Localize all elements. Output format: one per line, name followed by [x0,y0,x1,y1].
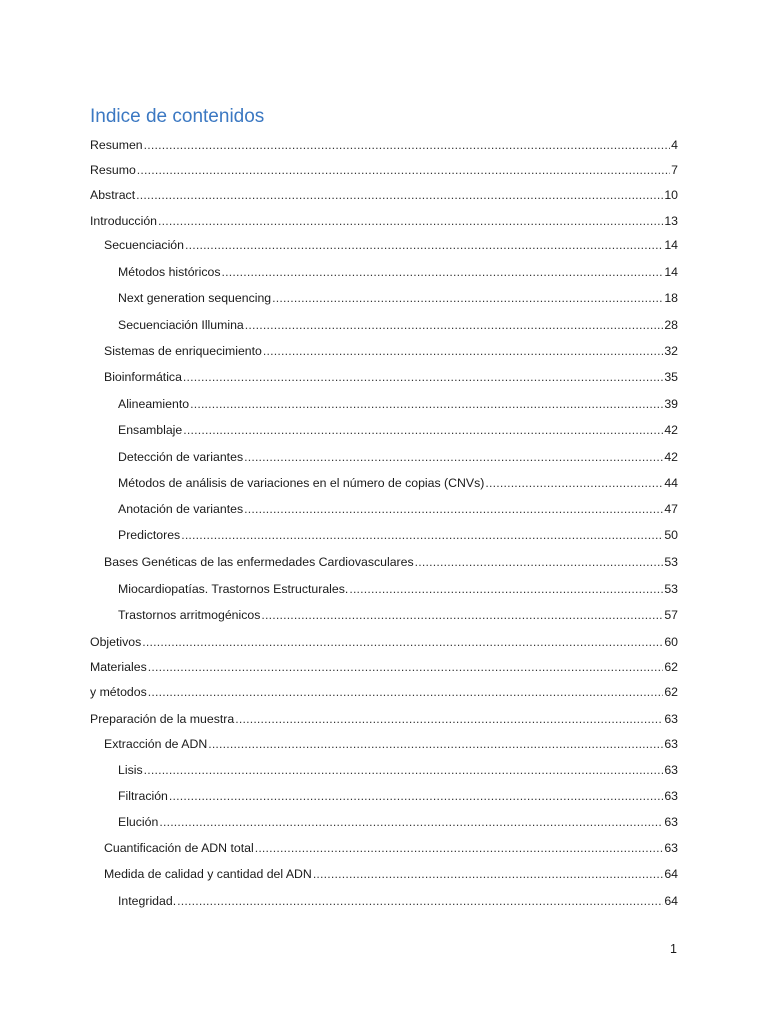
toc-entry-label: Integridad. [118,894,177,908]
toc-entry[interactable] [118,395,678,413]
toc-entry[interactable] [90,683,678,701]
toc-entry-label: Alineamiento [118,397,190,411]
toc-entry[interactable] [118,526,678,544]
toc-dot-leader [148,658,664,676]
toc-entry-page-number: 60 [664,635,678,649]
toc-entry-page-number: 4 [671,138,678,152]
toc-dot-leader [169,787,663,805]
toc-entry-label: y métodos [90,685,147,699]
toc-entry[interactable] [118,474,678,492]
toc-entry[interactable] [118,421,678,439]
toc-entry-label: Objetivos [90,635,142,649]
toc-entry-page-number: 62 [664,660,678,674]
toc-entry-page-number: 14 [664,265,678,279]
toc-entry-label: Introducción [90,214,157,228]
toc-dot-leader [349,580,663,598]
toc-entry-label: Preparación de la muestra [90,712,235,726]
toc-entry-page-number: 32 [664,344,678,358]
toc-entry-page-number: 63 [664,789,678,803]
toc-entry-label: Secuenciación Illumina [118,318,244,332]
toc-entry[interactable] [104,368,678,386]
toc-entry[interactable] [90,658,678,676]
toc-entry-page-number: 42 [664,423,678,437]
toc-entry-label: Materiales [90,660,147,674]
toc-dot-leader [245,316,664,334]
toc-entry[interactable] [90,136,678,154]
toc-dot-leader [272,289,663,307]
toc-dot-leader [255,839,664,857]
toc-entry-page-number: 63 [664,712,678,726]
toc-entry[interactable] [104,553,678,571]
toc-entry-label: Cuantificación de ADN total [104,841,254,855]
toc-dot-leader [485,474,663,492]
toc-entry[interactable] [118,580,678,598]
toc-dot-leader [159,813,663,831]
toc-dot-leader [181,526,663,544]
toc-entry-label: Sistemas de enriquecimiento [104,344,262,358]
toc-entry-page-number: 50 [664,528,678,542]
toc-entry[interactable] [104,839,678,857]
toc-dot-leader [144,136,671,154]
toc-entry-page-number: 57 [664,608,678,622]
toc-entry-label: Medida de calidad y cantidad del ADN [104,867,312,881]
toc-dot-leader [208,735,663,753]
toc-entry-page-number: 53 [664,582,678,596]
toc-entry-page-number: 10 [664,188,678,202]
toc-entry-label: Trastornos arritmogénicos [118,608,261,622]
page-title: Indice de contenidos [90,106,265,127]
toc-entry[interactable] [118,761,678,779]
toc-entry-page-number: 63 [664,763,678,777]
toc-entry-label: Extracción de ADN [104,737,208,751]
toc-entry[interactable] [118,289,678,307]
toc-dot-leader [244,448,663,466]
toc-entry-label: Resumen [90,138,143,152]
toc-entry-page-number: 53 [664,555,678,569]
toc-entry-label: Predictores [118,528,181,542]
toc-entry-label: Lisis [118,763,143,777]
toc-entry[interactable] [118,316,678,334]
toc-dot-leader [177,892,663,910]
toc-entry-label: Next generation sequencing [118,291,272,305]
toc-dot-leader [137,161,670,179]
toc-entry-page-number: 62 [664,685,678,699]
toc-dot-leader [261,606,663,624]
toc-entry-label: Elución [118,815,159,829]
toc-entry-page-number: 28 [664,318,678,332]
toc-entry-label: Filtración [118,789,168,803]
toc-dot-leader [183,421,663,439]
toc-entry-page-number: 7 [671,163,678,177]
toc-entry-label: Bases Genéticas de las enfermedades Cardiovasculares [104,555,414,569]
toc-entry[interactable] [90,710,678,728]
toc-entry[interactable] [118,787,678,805]
toc-entry-page-number: 14 [664,238,678,252]
toc-entry[interactable] [118,500,678,518]
toc-dot-leader [136,186,663,204]
toc-entry[interactable] [104,236,678,254]
toc-entry-label: Abstract [90,188,136,202]
toc-entry-page-number: 35 [664,370,678,384]
toc-entry[interactable] [118,606,678,624]
toc-entry-page-number: 64 [664,894,678,908]
toc-entry[interactable] [118,813,678,831]
toc-entry-label: Resumo [90,163,136,177]
toc-entry-label: Secuenciación [104,238,184,252]
toc-entry[interactable] [90,186,678,204]
toc-entry-page-number: 63 [664,737,678,751]
toc-entry[interactable] [118,892,678,910]
toc-entry[interactable] [90,633,678,651]
toc-dot-leader [244,500,663,518]
toc-dot-leader [415,553,664,571]
toc-dot-leader [144,761,664,779]
toc-entry-page-number: 47 [664,502,678,516]
toc-entry-label: Ensamblaje [118,423,183,437]
toc-entry-page-number: 42 [664,450,678,464]
toc-entry-page-number: 64 [664,867,678,881]
toc-entry[interactable] [104,342,678,360]
toc-dot-leader [148,683,664,701]
toc-dot-leader [158,212,663,230]
toc-entry[interactable] [90,161,678,179]
toc-entry-label: Miocardiopatías. Trastornos Estructurales. [118,582,349,596]
toc-dot-leader [183,368,663,386]
toc-entry-label: Detección de variantes [118,450,244,464]
toc-dot-leader [222,263,664,281]
toc-entry-label: Métodos históricos [118,265,221,279]
page-number: 1 [670,942,677,956]
toc-entry-page-number: 13 [664,214,678,228]
toc-dot-leader [313,865,664,883]
toc-dot-leader [263,342,663,360]
toc-entry-page-number: 63 [664,841,678,855]
toc-dot-leader [190,395,663,413]
toc-dot-leader [142,633,663,651]
toc-entry[interactable] [104,735,678,753]
toc-entry-page-number: 44 [664,476,678,490]
toc-entry-page-number: 18 [664,291,678,305]
toc-entry[interactable] [104,865,678,883]
toc-entry-label: Métodos de análisis de variaciones en el número de copias (CNVs) [118,476,485,490]
toc-entry[interactable] [118,263,678,281]
toc-entry[interactable] [90,212,678,230]
toc-dot-leader [235,710,663,728]
toc-dot-leader [185,236,663,254]
toc-entry-page-number: 39 [664,397,678,411]
toc-entry-page-number: 63 [664,815,678,829]
toc-entry-label: Anotación de variantes [118,502,244,516]
toc-entry-label: Bioinformática [104,370,182,384]
toc-entry[interactable] [118,448,678,466]
